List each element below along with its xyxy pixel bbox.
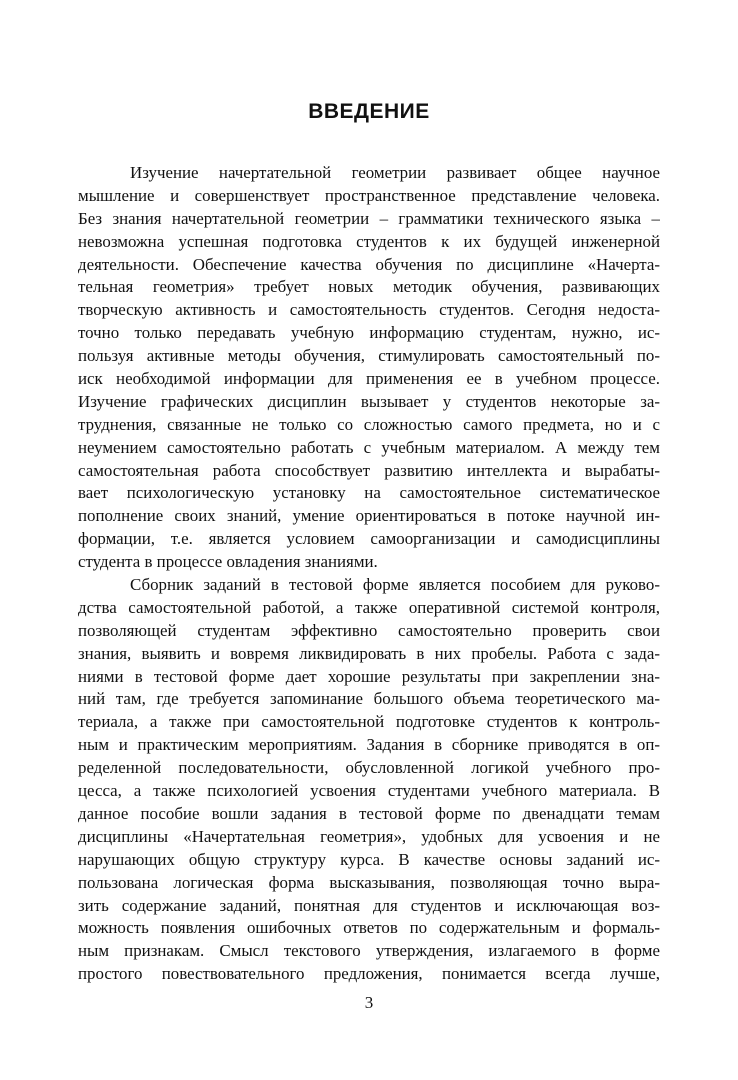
page-title: ВВЕДЕНИЕ: [308, 100, 430, 123]
text-line: пользована логическая форма высказывания, позволяющая точно выра-: [78, 872, 660, 892]
text-line: ным признакам. Смысл текстового утверждения, излагаемого в форме: [78, 941, 660, 961]
body-text: [78, 162, 660, 986]
text-line: можность появления ошибочных ответов по содержательным и формаль-: [78, 918, 660, 938]
text-line: деятельности. Обеспечение качества обучения по дисциплине «Начерта-: [78, 254, 660, 274]
text-line: студента в процессе овладения знаниями.: [78, 552, 378, 572]
text-line: простого повествовательного предложения, понимается всегда лучше,: [78, 964, 660, 984]
text-line: Изучение графических дисциплин вызывает у студентов некоторые за-: [78, 391, 660, 411]
text-line: точно только передавать учебную информацию студентам, нужно, ис-: [78, 323, 660, 343]
page-number: 3: [364, 993, 374, 1012]
text-line: дисциплины «Начертательная геометрия», удобных для усвоения и не: [78, 826, 660, 846]
text-line: цесса, а также психологией усвоения студентами учебного материала. В: [78, 781, 660, 801]
text-line: териала, а также при самостоятельной подготовке студентов к контроль-: [78, 712, 660, 732]
text-line: знания, выявить и вовремя ликвидировать в них пробелы. Работа с зада-: [78, 643, 660, 663]
text-line: Изучение начертательной геометрии развивает общее научное: [130, 163, 660, 182]
text-line: нарушающих общую структуру курса. В качестве основы заданий ис-: [78, 849, 660, 869]
text-line: пользуя активные методы обучения, стимулировать самостоятельный по-: [78, 346, 660, 366]
text-line: невозможна успешная подготовка студентов к их будущей инженерной: [78, 231, 660, 251]
text-line: позволяющей студентам эффективно самостоятельно проверить свои: [78, 620, 660, 640]
text-line: ределенной последовательности, обусловленной логикой учебного про-: [78, 758, 660, 778]
text-line: Сборник заданий в тестовой форме является пособием для руково-: [130, 575, 660, 595]
text-line: ным и практическим мероприятиям. Задания в сборнике приводятся в оп-: [78, 735, 660, 755]
paragraph-1: [78, 162, 660, 574]
text-line: иск необходимой информации для применения ее в учебном процессе.: [78, 369, 660, 389]
text-line: зить содержание заданий, понятная для студентов и исключающая воз-: [78, 895, 660, 915]
text-line: вает психологическую установку на самостоятельное систематическое: [78, 483, 660, 503]
text-line: дства самостоятельной работой, а также оперативной системой контроля,: [78, 597, 660, 617]
text-line: тельная геометрия» требует новых методик обучения, развивающих: [78, 277, 660, 297]
text-line: мышление и совершенствует пространственное представление человека.: [78, 185, 660, 205]
text-line: данное пособие вошли задания в тестовой форме по двенадцати темам: [78, 803, 660, 823]
text-line: ний там, где требуется запоминание большого объема теоретического ма-: [78, 689, 660, 709]
text-line: творческую активность и самостоятельность студентов. Сегодня недоста-: [78, 300, 660, 320]
text-line: неумением самостоятельно работать с учебным материалом. А между тем: [78, 437, 660, 457]
text-line: ниями в тестовой форме дает хорошие результаты при закреплении зна-: [78, 666, 660, 686]
text-line: Без знания начертательной геометрии – грамматики технического языка –: [78, 208, 660, 228]
paragraph-2: [78, 574, 660, 986]
text-line: формации, т.е. является условием самоорганизации и самодисциплины: [78, 529, 660, 549]
text-line: самостоятельная работа способствует развитию интеллекта и вырабаты-: [78, 460, 660, 480]
text-line: труднения, связанные не только со сложностью самого предмета, но и с: [78, 414, 660, 434]
text-line: пополнение своих знаний, умение ориентироваться в потоке научной ин-: [78, 506, 660, 526]
